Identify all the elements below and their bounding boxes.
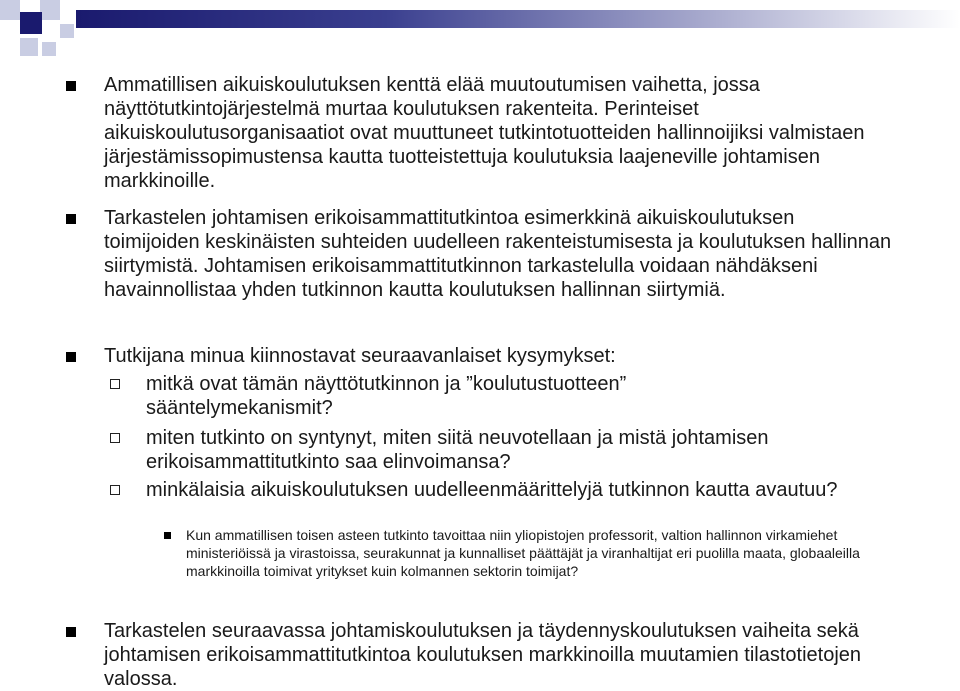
bullet-item bbox=[104, 73, 904, 193]
small-square-bullet-icon bbox=[164, 532, 171, 539]
square-bullet-icon bbox=[66, 214, 76, 224]
bullet-text: Tarkastelen seuraavassa johtamiskoulutuksen ja täydennyskoulutuksen vaiheita sekä johtamisen erikoisammattitutkintoa koulutuksen markkinoilla muutamien tilastotietojen valossa. bbox=[104, 620, 862, 690]
note-item bbox=[186, 526, 906, 580]
hollow-square-bullet-icon bbox=[110, 379, 120, 389]
sub-bullet-item bbox=[146, 372, 786, 420]
bullet-text: Tutkijana minua kiinnostavat seuraavanlaiset kysymykset: bbox=[104, 345, 616, 367]
sub-bullet-item bbox=[146, 478, 896, 502]
square-bullet-icon bbox=[66, 627, 76, 637]
bullet-item bbox=[104, 206, 894, 302]
hollow-square-bullet-icon bbox=[110, 433, 120, 443]
sub-bullet-text: miten tutkinto on syntynyt, miten siitä neuvotellaan ja mistä johtamisen erikoisammattitutkinto saa elinvoimansa? bbox=[146, 427, 769, 473]
note-text: Kun ammatillisen toisen asteen tutkinto tavoittaa niin yliopistojen professorit, valtion hallinnon virkamiehet ministeriöissä ja virastoissa, seurakunnat ja kunnalliset päättäjät ja viranhaltijat eri puolilla maata, globaaleilla markkinoilla toimivat yritykset kuin kolmannen sektorin toimijat? bbox=[186, 527, 860, 579]
square-bullet-icon bbox=[66, 81, 76, 91]
hollow-square-bullet-icon bbox=[110, 485, 120, 495]
bullet-item bbox=[104, 619, 904, 691]
sub-bullet-item bbox=[146, 426, 916, 474]
sub-bullet-text: minkälaisia aikuiskoulutuksen uudelleenmäärittelyjä tutkinnon kautta avautuu? bbox=[146, 479, 838, 501]
sub-bullet-text: mitkä ovat tämän näyttötutkinnon ja ”koulutustuotteen” sääntelymekanismit? bbox=[146, 373, 627, 419]
bullet-text: Tarkastelen johtamisen erikoisammattitutkintoa esimerkkinä aikuiskoulutuksen toimijoiden keskinäisten suhteiden uudelleen rakenteistumisesta ja koulutuksen hallinnan siirtymistä. Johtamisen erikoisammattitutkinnon tarkastelulla voidaan nähdäkseni havainnollistaa yhden tutkinnon kautta koulutuksen hallinnan siirtymiä. bbox=[104, 207, 892, 301]
bullet-text: Ammatillisen aikuiskoulutuksen kenttä elää muutoutumisen vaihetta, jossa näyttötutkintojärjestelmä murtaa koulutuksen rakenteita. Perinteiset aikuiskoulutusorganisaatiot ovat muuttuneet tutkintotuotteiden hallinnoijiksi valmistaen järjestämissopimustensa kautta tuotteistettuja koulutuksia laajeneville johtamisen markkinoille. bbox=[104, 74, 865, 192]
bullet-item bbox=[104, 344, 894, 368]
square-bullet-icon bbox=[66, 352, 76, 362]
